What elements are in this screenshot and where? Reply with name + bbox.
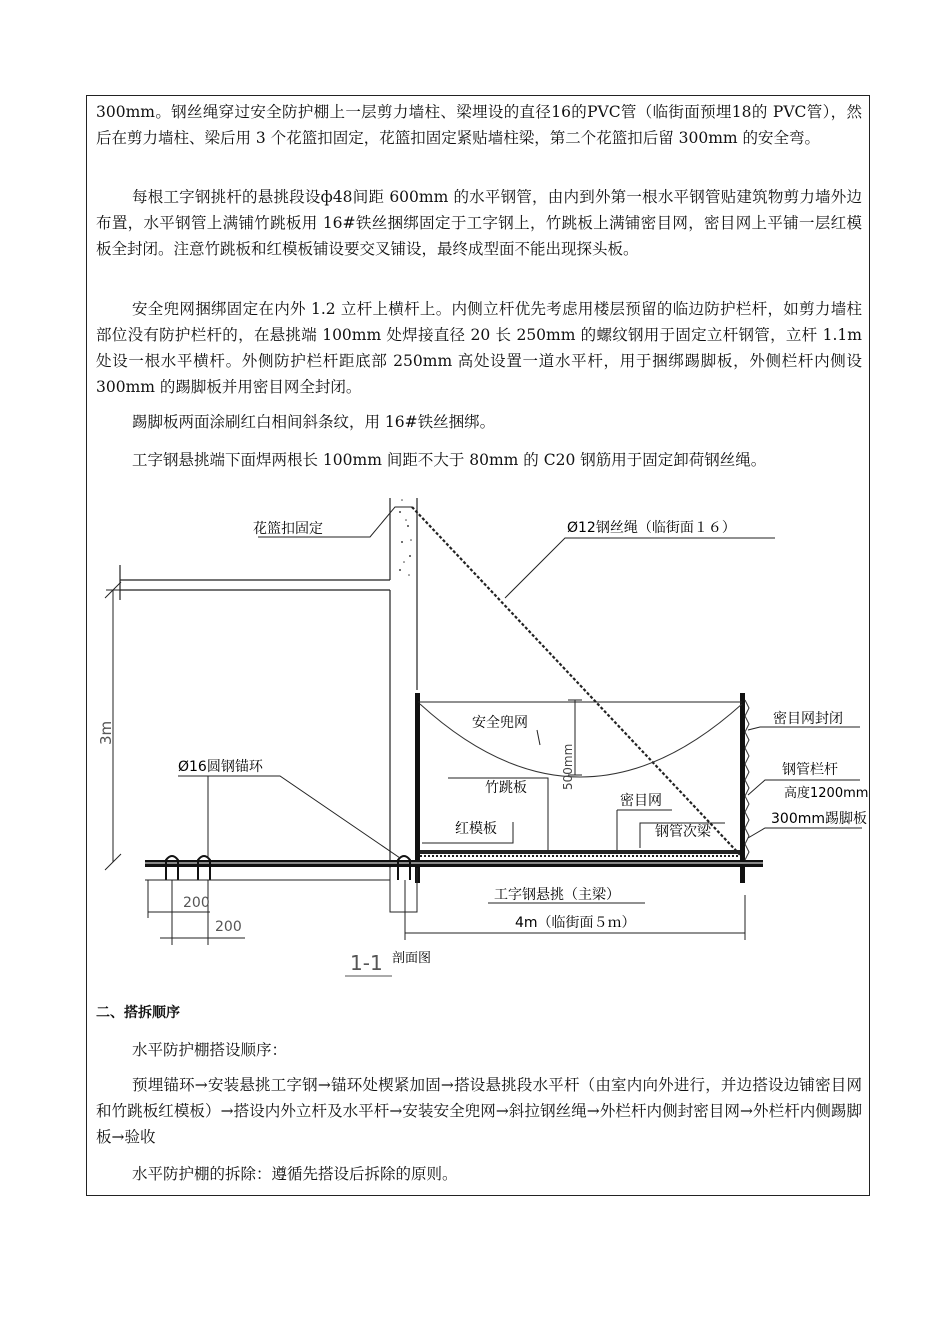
paragraph-1: 300mm。钢丝绳穿过安全防护棚上一层剪力墙柱、梁埋设的直径16的PVC管（临街面预埋18的 PVC管），然后在剪力墙柱、梁后用 3 个花篮扣固定，花篮扣固定紧贴墙柱梁，第二个花篮扣后留 300mm 的安全弯。 [96, 103, 862, 147]
label-200a: 200 [183, 895, 210, 911]
paragraph-4: 踢脚板两面涂刷红白相间斜条纹，用 16#铁丝捆绑。 [132, 413, 496, 431]
label-secondary-beam: 钢管次梁 [655, 824, 711, 840]
outer-post [740, 693, 745, 883]
label-main-beam: 工字钢悬挑（主梁） [494, 887, 620, 903]
label-net: 安全兜网 [472, 715, 528, 731]
label-rope: Ø12钢丝绳（临街面１６） [567, 520, 736, 536]
label-flower: 花篮扣固定 [253, 521, 323, 537]
inner-post [415, 693, 420, 883]
sequence-intro: 水平防护棚搭设顺序： [132, 1041, 288, 1059]
label-anchor: Ø16圆钢锚环 [178, 759, 263, 775]
paragraph-5: 工字钢悬挑端下面焊两根长 100mm 间距不大于 80mm 的 C20 钢筋用于固定卸荷钢丝绳。 [132, 451, 767, 469]
removal-rule: 水平防护棚的拆除：遵循先搭设后拆除的原则。 [132, 1165, 458, 1183]
label-kick: 300mm踢脚板 [771, 811, 867, 827]
section-heading: 二、搭拆顺序 [96, 1005, 180, 1021]
label-redboard: 红模板 [455, 821, 497, 837]
mesh-zigzag [745, 700, 749, 860]
wall-hatch [399, 499, 412, 576]
steel-rope [412, 507, 743, 858]
label-3m: 3m [97, 720, 115, 745]
shear-wall [120, 498, 417, 868]
label-section-number: 1-1 [350, 951, 383, 975]
label-mesh: 密目网 [620, 793, 662, 809]
label-rail: 钢管栏杆 [782, 762, 838, 778]
label-500: 500mm [561, 743, 575, 790]
safety-net [420, 704, 742, 777]
label-4m: 4m（临街面５ｍ） [515, 915, 636, 931]
anchor-rings [166, 856, 410, 880]
paragraph-2: 每根工字钢挑杆的悬挑段设ф48间距 600mm 的水平钢管，由内到外第一根水平钢管贴建筑物剪力墙外边布置，水平钢管上满铺竹跳板用 16#铁丝捆绑固定于工字钢上，竹跳板上满铺密目网，密目网上平铺一层红模板全封闭。注意竹跳板和红模板铺设要交叉铺设，最终成型面不能出现探头板。 [96, 188, 862, 258]
dim-200 [148, 880, 245, 945]
sequence-steps: 预埋锚环→安装悬挑工字钢→锚环处楔紧加固→搭设悬挑段水平杆（由室内向外进行，并边搭设边铺密目网和竹跳板红模板）→搭设内外立杆及水平杆→安装安全兜网→斜拉钢丝绳→外栏杆内侧封密目网→外栏杆内侧踢脚板→验收 [96, 1076, 862, 1146]
paragraph-3: 安全兜网捆绑固定在内外 1.2 立杆上横杆上。内侧立杆优先考虑用楼层预留的临边防护栏杆，如剪力墙柱部位没有防护栏杆的，在悬挑端 100mm 处焊接直径 20 长 250mm 的螺纹钢用于固定立杆钢管，立杆 1.1m 处设一根水平横杆。外侧防护栏杆距底部 250mm 高处设置一道水平杆，用于捆绑踢脚板，外侧栏杆内侧设 300mm 的踢脚板并用密目网全封闭。 [96, 300, 862, 396]
label-section: 剖面图 [392, 951, 432, 966]
section-diagram [0, 480, 950, 980]
label-rail-height: 高度1200mm [784, 786, 869, 801]
deck-board [420, 850, 740, 854]
label-200b: 200 [215, 919, 242, 935]
label-closed: 密目网封闭 [773, 711, 843, 727]
rope-leader [505, 538, 775, 598]
label-bamboo: 竹跳板 [485, 780, 527, 796]
